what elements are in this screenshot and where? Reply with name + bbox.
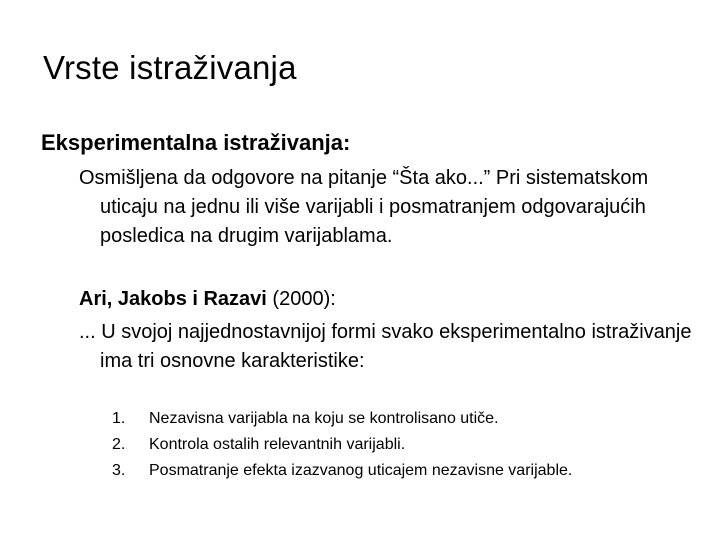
citation-authors: Ari, Jakobs i Razavi xyxy=(79,288,267,310)
list-item-text: Posmatranje efekta izazvanog uticajem nezavisne varijable. xyxy=(149,462,573,479)
slide-title: Vrste istraživanja xyxy=(43,49,297,86)
list-item xyxy=(112,458,572,484)
list-item xyxy=(112,406,572,432)
citation-year: (2000): xyxy=(266,288,336,310)
quote-paragraph: ... U svojoj najjednostavnijoj formi svako eksperimentalno istraživanje ima tri osnovne karakteristike: xyxy=(79,321,692,372)
list-item-number: 1. xyxy=(112,410,126,427)
list-item-number: 2. xyxy=(112,436,126,453)
list-item xyxy=(112,432,572,458)
definition-paragraph: Osmišljena da odgovore na pitanje “Šta ako...” Pri sistematskom uticaju na jednu ili više varijabli i posmatranjem odgovarajućih posledica na drugim varijablama. xyxy=(79,167,649,247)
characteristics-list xyxy=(112,406,572,484)
list-item-number: 3. xyxy=(112,462,126,479)
section-heading: Eksperimentalna istraživanja: xyxy=(41,130,351,155)
list-item-text: Nezavisna varijabla na koju se kontrolisano utiče. xyxy=(149,410,499,427)
citation-paragraph xyxy=(79,285,699,314)
list-item-text: Kontrola ostalih relevantnih varijabli. xyxy=(149,436,406,453)
